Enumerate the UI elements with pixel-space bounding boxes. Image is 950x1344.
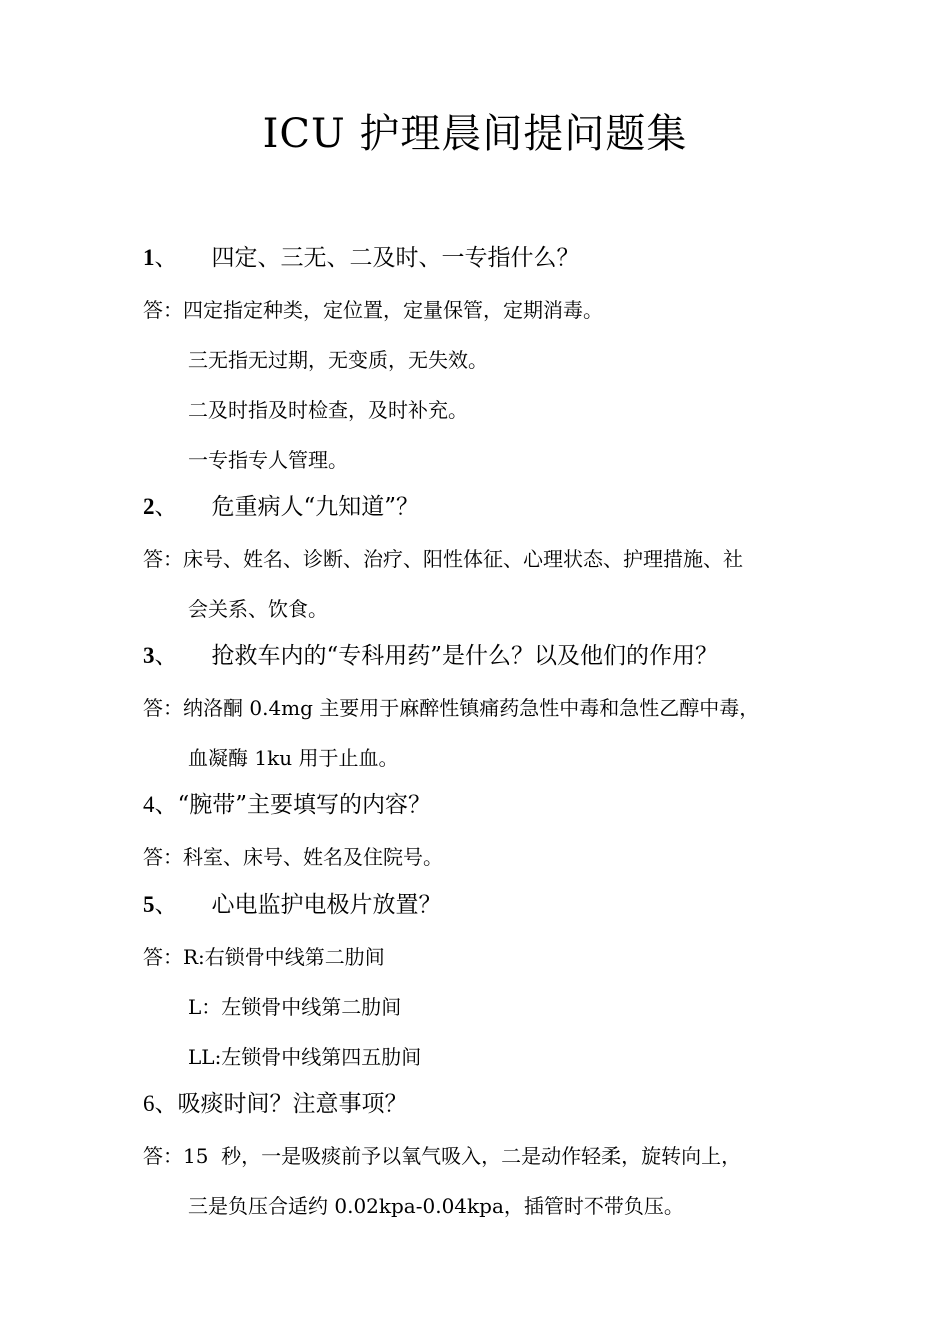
answer-prefix: 答： <box>143 845 183 869</box>
question-separator: 、 <box>154 792 178 818</box>
answer-prefix: 答： <box>143 1144 183 1168</box>
question-separator: 、 <box>154 643 178 669</box>
answer-5-line-1 <box>143 943 385 971</box>
answer-3-line-2: 血凝酶 1ku 用于止血。 <box>188 746 399 770</box>
question-text: 吸痰时间？注意事项？ <box>177 1091 408 1117</box>
question-text: 抢救车内的“专科用药”是什么？以及他们的作用？ <box>211 643 719 669</box>
answer-text: 科室、床号、姓名及住院号。 <box>183 845 443 869</box>
question-separator: 、 <box>154 1091 178 1117</box>
answer-prefix: 答： <box>143 547 183 571</box>
answer-5-line-2: L：左锁骨中线第二肋间 <box>188 995 402 1019</box>
question-number: 2 <box>143 494 155 519</box>
answer-4-line-1 <box>143 843 443 871</box>
question-2 <box>143 492 419 522</box>
answer-text: 15 秒，一是吸痰前予以氧气吸入，二是动作轻柔，旋转向上， <box>183 1144 742 1168</box>
question-1 <box>143 243 580 273</box>
answer-2-line-1 <box>143 545 743 573</box>
answer-text: R:右锁骨中线第二肋间 <box>183 945 385 969</box>
question-text: 危重病人“九知道”？ <box>211 494 420 520</box>
answer-text: 纳洛酮 0.4mg 主要用于麻醉性镇痛药急性中毒和急性乙醇中毒， <box>183 696 760 720</box>
answer-1-line-4: 一专指专人管理。 <box>188 448 348 472</box>
question-text: “腕带”主要填写的内容？ <box>177 792 432 818</box>
question-text: 心电监护电极片放置？ <box>211 892 442 918</box>
question-number: 4 <box>143 792 155 817</box>
question-number: 5 <box>143 892 155 917</box>
question-text: 四定、三无、二及时、一专指什么？ <box>211 245 580 271</box>
question-6 <box>143 1089 408 1119</box>
page-title: ICU 护理晨间提问题集 <box>262 111 688 157</box>
question-separator: 、 <box>154 494 178 520</box>
question-4 <box>143 790 431 820</box>
answer-1-line-2: 三无指无过期，无变质，无失效。 <box>188 348 488 372</box>
question-separator: 、 <box>154 245 178 271</box>
answer-prefix: 答： <box>143 945 183 969</box>
question-number: 1 <box>143 245 155 270</box>
question-3 <box>143 641 718 671</box>
question-number: 3 <box>143 643 155 668</box>
answer-2-line-2: 会关系、饮食。 <box>188 597 328 621</box>
question-number: 6 <box>143 1091 155 1116</box>
answer-text: 床号、姓名、诊断、治疗、阳性体征、心理状态、护理措施、社 <box>183 547 743 571</box>
question-separator: 、 <box>154 892 178 918</box>
question-5 <box>143 890 442 920</box>
answer-5-line-3: LL:左锁骨中线第四五肋间 <box>188 1045 422 1069</box>
answer-1-line-1 <box>143 296 603 324</box>
answer-6-line-1 <box>143 1142 741 1170</box>
answer-3-line-1 <box>143 694 759 722</box>
answer-prefix: 答： <box>143 298 183 322</box>
answer-prefix: 答： <box>143 696 183 720</box>
answer-6-line-2: 三是负压合适约 0.02kpa-0.04kpa，插管时不带负压。 <box>188 1194 684 1218</box>
answer-text: 四定指定种类，定位置，定量保管，定期消毒。 <box>183 298 603 322</box>
answer-1-line-3: 二及时指及时检查，及时补充。 <box>188 398 468 422</box>
